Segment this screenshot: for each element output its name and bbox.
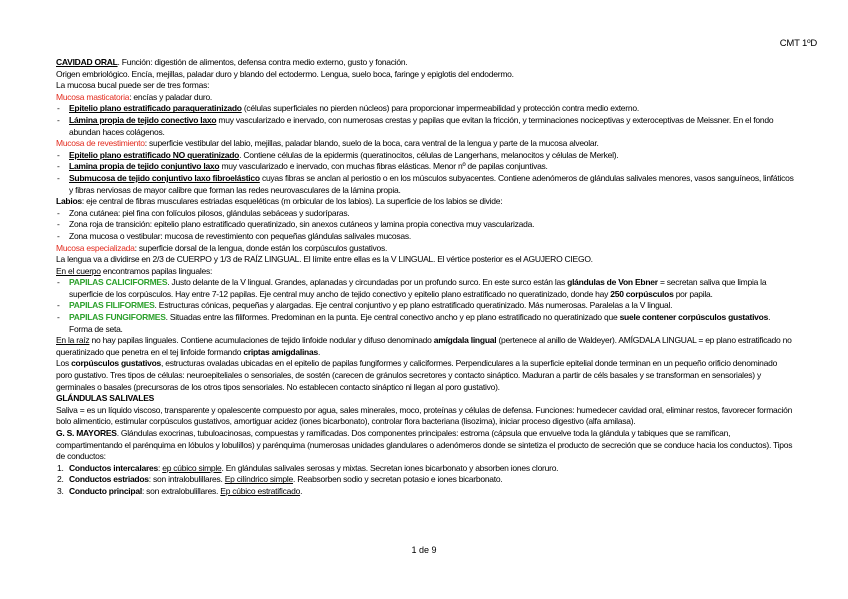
list-item: - Zona roja de transición: epitelio plano estratificado queratinizado, sin anexos cutáneos y lamina propia conectiva muy vascularizada.	[57, 219, 535, 230]
bold-label: Labios	[56, 196, 82, 207]
list-item: - Zona cutánea: piel fina con folículos pilosos, glándulas sebáceas y sudoríparas.	[57, 207, 350, 218]
mucosa-especializada: Mucosa especializada: superficie dorsal de la lengua, donde están los corpúsculos gustativos.	[56, 242, 388, 253]
list-item: - Submucosa de tejido conjuntivo laxo fibroelástico cuyas fibras se anclan al periostio o en los músculos subyacentes. Contiene adenómeros de glándulas salivales menores, vasos sanguíneos, linfáticos y fibras nerviosas de mayor calibre que forman las redes neurovasculares de la lámina propia.	[57, 172, 794, 195]
papilas-caliciformes: - PAPILAS CALICIFORMES. Justo delante de la V lingual. Grandes, aplanadas y circundadas por un profundo surco. En este surco están las glándulas de Von Ebner = secretan saliva que limpia la superficie de los corpúsculos. Hay entre 7-12 papilas. Eje central muy ancho de tejido conectivo y epitelio plano estratificado no queratinizado, donde hay 250 corpúsculos por papila.	[57, 277, 767, 299]
section-title: GLÁNDULAS SALIVALES	[56, 393, 155, 404]
paragraph: La lengua va a dividirse en 2/3 de CUERPO y 1/3 de RAÍZ LINGUAL. El límite entre ellas es la V LINGUAL. El vértice posterior es el AGUJERO CIEGO.	[56, 254, 593, 265]
document-body	[56, 57, 794, 498]
red-label: Mucosa de revestimiento	[56, 138, 145, 149]
list-term: Epitelio plano estratificado NO queratinizado	[69, 149, 240, 160]
paragraph: Saliva = es un líquido viscoso, transparente y opalescente compuesto por agua, sales minerales, moco, proteínas y células de defensa. Funciones: humedecer cavidad oral, eliminar restos, favorecer formación bolo alimenticio, estimular corpúsculos gustativos, amortiguar acidez (iones bicarbonato), controlar flora bacteriana (lisozima), iniciar proceso digestivo (alfa amilasa).	[56, 404, 793, 427]
numbered-item: 2. Conductos estriados: son intralobulillares. Ep cilíndrico simple. Reabsorben sodio y secretan potasio e iones bicarbonato.	[57, 474, 503, 485]
list-item: - Epitelio plano estratificado paraqueratinizado (células superficiales no pierden núcleos) para proporcionar impermeabilidad y protección contra medio externo.	[57, 103, 639, 114]
bold-label: G. S. MAYORES	[56, 428, 117, 438]
document-code: CMT 1ºD	[779, 38, 817, 49]
red-label: Mucosa especializada	[56, 242, 135, 253]
list-item: - Epitelio plano estratificado NO queratinizado. Contiene células de la epidermis (queratinocitos, células de Langerhans, melanocitos y células de Merkel).	[57, 149, 619, 160]
section-cavidad-oral: CAVIDAD ORAL. Función: digestión de alimentos, defensa contra medio externo, gusto y fonación.	[56, 57, 408, 67]
numbered-item: 3. Conducto principal: son extralobulillares. Ep cúbico estratificado.	[57, 485, 303, 496]
paragraph: Origen embriológico. Encía, mejillas, paladar duro y blando del ectodermo. Lengua, suelo boca, faringe y epiglotis del endodermo.	[56, 68, 514, 79]
list-item: - Zona mucosa o vestibular: mucosa de revestimiento con pequeñas glándulas salivales mucosas.	[57, 230, 412, 241]
list-item: - Lámina propia de tejido conectivo laxo muy vascularizado e inervado, con numerosas crestas y papilas que evitan la fricción, y terminaciones nociceptivas y exteroceptivas de Meissner. En el fondo abundan haces colágenos.	[57, 114, 774, 137]
mucosa-revestimiento: Mucosa de revestimiento: superficie vestibular del labio, mejillas, paladar blando, suelo de la boca, cara ventral de la lengua y parte de la mucosa alveolar.	[56, 138, 599, 149]
paragraph: En el cuerpo encontramos papilas linguales:	[56, 265, 213, 276]
section-title: CAVIDAD ORAL	[56, 57, 118, 67]
papilas-fungiformes: - PAPILAS FUNGIFORMES. Situadas entre las filiformes. Predominan en la punta. Eje central conectivo ancho y ep plano estratificado no queratinizado que suele contener corpúsculos gustativos. Forma de seta.	[57, 312, 771, 334]
numbered-item: 1. Conductos intercalares: ep cúbico simple. En glándulas salivales serosas y mixtas. Secretan iones bicarbonato y absorben iones cloruro.	[57, 462, 559, 473]
section-glandulas	[56, 393, 794, 405]
page-number: 1 de 9	[411, 545, 437, 555]
list-term: Submucosa de tejido conjuntivo laxo fibroelástico	[69, 172, 260, 183]
list-term: Lámina propia de tejido conectivo laxo	[69, 114, 217, 125]
green-label: PAPILAS FILIFORMES	[69, 300, 155, 311]
labios: Labios: eje central de fibras musculares estriadas esqueléticas (m orbicular de los labios). La superficie de los labios se divide:	[56, 196, 503, 207]
papilas-filiformes: - PAPILAS FILIFORMES. Estructuras cónicas, pequeñas y alargadas. Eje central conjuntivo y ep plano estratificado queratinizado. Más numerosas. Paralelas a la V lingual.	[57, 300, 673, 311]
list-item: - Lamina propia de tejido conjuntivo laxo muy vascularizado e inervado, con muchas fibras elásticas. Menor nº de papilas conjuntivas.	[57, 161, 548, 172]
paragraph: G. S. MAYORES. Glándulas exocrinas, tubuloacinosas, compuestas y ramificadas. Dos componentes principales: estroma (cápsula que envuelve toda la glándula y tabiques que se ramifican, compartimentando el parénquima en lóbulos y lobulillos) y parénquima (numerosas unidades glandulares o adenómeros donde se sintetiza el producto de secreción que se conduce hacia los conductos). Tipos de conductos:	[56, 428, 793, 462]
paragraph: La mucosa bucal puede ser de tres formas:	[56, 80, 210, 91]
red-label: Mucosa masticatoria	[56, 91, 130, 102]
green-label: PAPILAS CALICIFORMES	[69, 277, 168, 288]
list-term: Epitelio plano estratificado paraqueratinizado	[69, 103, 242, 114]
paragraph: Los corpúsculos gustativos, estructuras ovaladas ubicadas en el epitelio de papilas fungiformes y caliciformes. Perpendiculares a la superficie epitelial donde terminan en un pequeño orificio denominado poro gustativo. Tres tipos de células: neuroepiteliales o sensoriales, de sostén (carecen de gránulos secretores y contacto sináptico. Maduran a partir de céls basales y se transforman en sensoriales) y germinales o basales (precursoras de los otros tipos sensoriales. No establecen contacto sináptico ni llegan al poro gustativo).	[56, 358, 778, 392]
list-term: Lamina propia de tejido conjuntivo laxo	[69, 161, 220, 172]
mucosa-masticatoria: Mucosa masticatoria: encías y paladar duro.	[56, 91, 213, 102]
paragraph: En la raíz no hay papilas linguales. Contiene acumulaciones de tejido linfoide nodular y difuso denominado amígdala lingual (pertenece al anillo de Waldeyer). AMÍGDALA LINGUAL = ep plano estratificado no queratinizado que penetra en el tej linfoide formando criptas amigdalinas.	[56, 335, 792, 357]
green-label: PAPILAS FUNGIFORMES	[69, 312, 166, 323]
